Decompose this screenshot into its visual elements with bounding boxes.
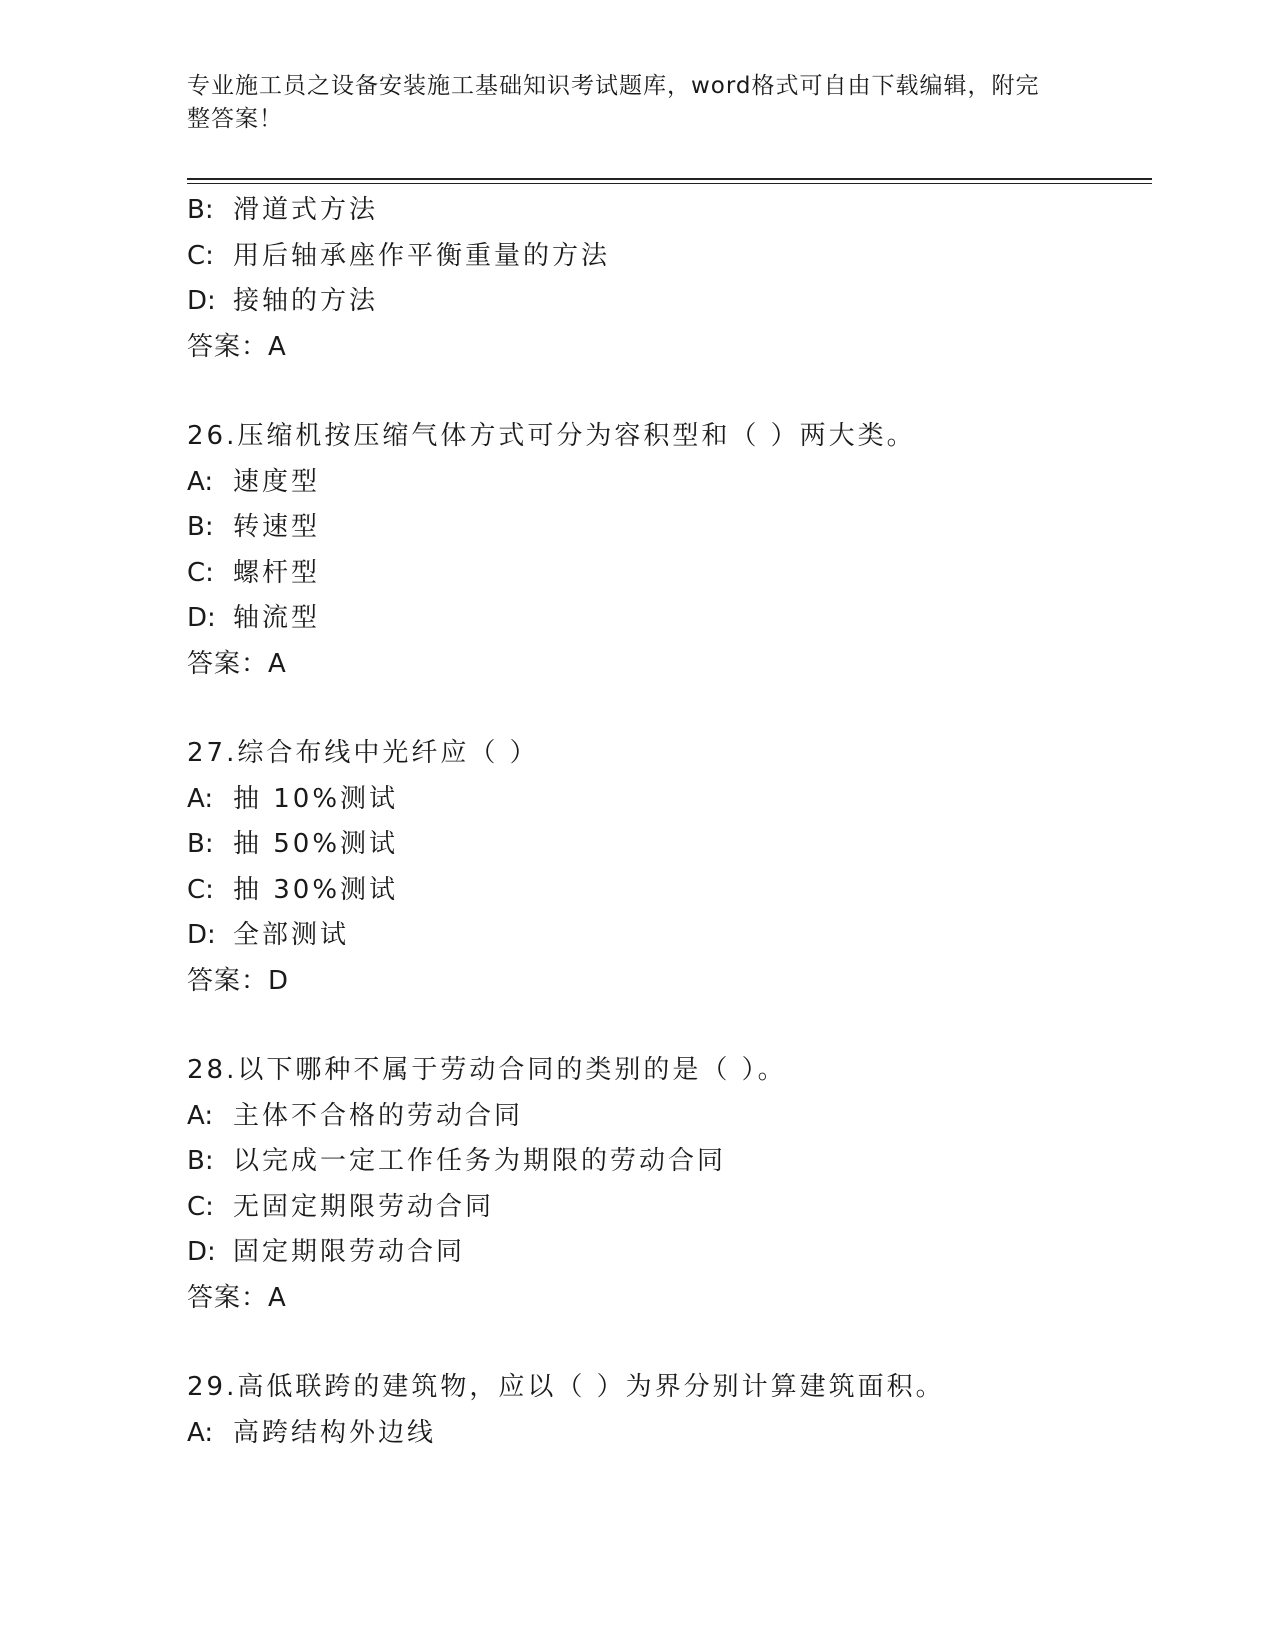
option-b: B: 滑道式方法 — [187, 195, 379, 225]
option-a: A: 抽 10%测试 — [187, 783, 399, 814]
question-list — [187, 188, 1147, 1456]
question-block-25-continued — [187, 188, 1147, 370]
option-c: C: 用后轴承座作平衡重量的方法 — [187, 240, 611, 271]
option-d: D: 接轴的方法 — [187, 286, 379, 316]
option-text: 抽 30%测试 — [233, 874, 399, 905]
option-text: 接轴的方法 — [233, 286, 379, 316]
option-c: C: 抽 30%测试 — [187, 874, 399, 905]
option-a: A: 主体不合格的劳动合同 — [187, 1100, 524, 1131]
header-divider-thin — [187, 183, 1152, 184]
header-line-2: 整答案！ — [187, 106, 283, 132]
option-d: D: 全部测试 — [187, 920, 350, 950]
option-text: 轴流型 — [233, 603, 321, 633]
document-header — [187, 70, 1067, 136]
option-text: 速度型 — [233, 466, 321, 497]
option-text: 转速型 — [233, 512, 321, 542]
option-c: C: 螺杆型 — [187, 557, 321, 588]
option-b: B: 以完成一定工作任务为期限的劳动合同 — [187, 1146, 727, 1176]
option-d: D: 固定期限劳动合同 — [187, 1237, 466, 1267]
question-text: 28.以下哪种不属于劳动合同的类别的是（ ）。 — [187, 1055, 787, 1085]
question-block-27 — [187, 731, 1147, 1004]
option-a: A: 速度型 — [187, 466, 321, 497]
question-text: 27.综合布线中光纤应（ ） — [187, 738, 539, 768]
option-text: 无固定期限劳动合同 — [233, 1191, 495, 1222]
question-text: 26.压缩机按压缩气体方式可分为容积型和（ ）两大类。 — [187, 421, 916, 451]
answer-line: 答案：A — [187, 331, 287, 362]
header-line-1: 专业施工员之设备安装施工基础知识考试题库，word格式可自由下载编辑，附完 — [187, 73, 1040, 99]
option-text: 全部测试 — [233, 920, 350, 950]
option-d: D: 轴流型 — [187, 603, 321, 633]
header-divider-thick — [187, 178, 1152, 180]
question-block-26 — [187, 414, 1147, 687]
option-a: A: 高跨结构外边线 — [187, 1417, 437, 1448]
option-c: C: 无固定期限劳动合同 — [187, 1191, 495, 1222]
option-text: 用后轴承座作平衡重量的方法 — [233, 240, 611, 271]
option-text: 滑道式方法 — [233, 195, 379, 225]
option-b: B: 转速型 — [187, 512, 321, 542]
answer-line: 答案：A — [187, 1282, 287, 1313]
option-text: 抽 50%测试 — [233, 829, 399, 859]
option-text: 以完成一定工作任务为期限的劳动合同 — [233, 1146, 727, 1176]
answer-line: 答案：D — [187, 965, 290, 996]
question-block-29 — [187, 1365, 1147, 1456]
option-b: B: 抽 50%测试 — [187, 829, 399, 859]
option-text: 主体不合格的劳动合同 — [233, 1100, 524, 1131]
option-text: 抽 10%测试 — [233, 783, 399, 814]
question-text: 29.高低联跨的建筑物，应以（ ）为界分别计算建筑面积。 — [187, 1372, 945, 1402]
question-block-28 — [187, 1048, 1147, 1321]
option-text: 固定期限劳动合同 — [233, 1237, 466, 1267]
option-text: 高跨结构外边线 — [233, 1417, 437, 1448]
option-text: 螺杆型 — [233, 557, 321, 588]
answer-line: 答案：A — [187, 648, 287, 679]
